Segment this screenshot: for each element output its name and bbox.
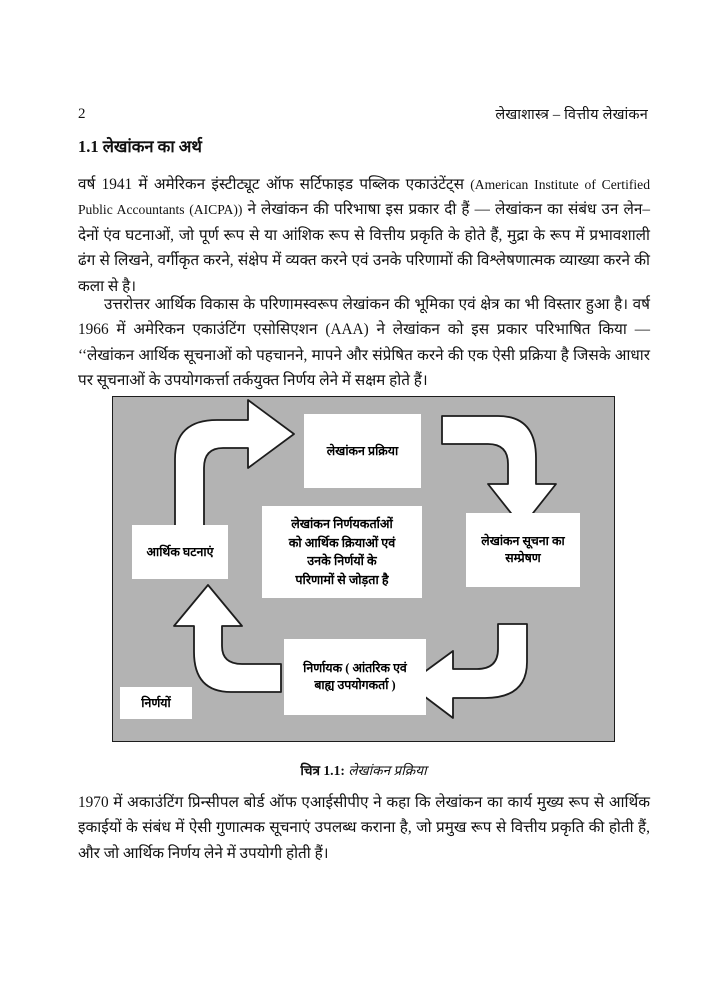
arrow-decisions-to-events-icon (174, 585, 281, 692)
figure-node-decider-line1: निर्णायक ( आंतरिक एवं (303, 661, 407, 675)
running-head-title: लेखाशास्त्र – वित्तीय लेखांकन (495, 107, 648, 123)
paragraph-definition-aicpa (78, 172, 650, 299)
figure-node-communication-line2: सम्प्रेषण (505, 551, 541, 565)
figure-node-communication-line1: लेखांकन सूचना का (481, 534, 565, 548)
figure-caption-title: लेखांकन प्रक्रिया (348, 763, 427, 778)
figure-caption-label: चित्र 1.1: (300, 763, 345, 778)
figure-node-accounting-process (304, 414, 421, 488)
paragraph-1-latin-name: (American Institute of Certified Public Accountants (AICPA)) (78, 177, 650, 218)
figure-accounting-process (112, 396, 615, 742)
figure-node-center-line4: परिणामों से जोड़ता है (295, 572, 389, 587)
figure-node-communication (466, 513, 580, 587)
figure-node-center-description (262, 506, 422, 598)
paragraph-apb-1970: 1970 में अकाउंटिंग प्रिन्सीपल बोर्ड ऑफ एआईसीपीए ने कहा कि लेखांकन का कार्य मुख्य रूप से आर्थिक इकाईयों के संबंध में ऐसी गुणात्मक सूचनाएं उपलब्ध कराना है, जो प्रमुख रूप से वित्तीय प्रकृति की होती हैं, और जो आर्थिक निर्णय लेने में उपयोगी होती हैं। (78, 794, 650, 862)
page-number: 2 (78, 106, 86, 122)
figure-node-decisions-label: निर्णयों (141, 695, 171, 710)
figure-node-center-line1: लेखांकन निर्णयकर्ताओं (291, 517, 393, 531)
figure-node-decider-line2: बाह्य उपयोगकर्ता ) (314, 678, 396, 692)
running-head (78, 104, 648, 126)
figure-node-economic-events (132, 525, 228, 579)
arrow-process-to-communication-icon (442, 416, 556, 527)
figure-node-decider (284, 639, 426, 715)
paragraph-1-segment-a: वर्ष 1941 में अमेरिकन इंस्टीट्यूट ऑफ सर्टिफाइड पब्लिक एकाउंटेंट्स (78, 176, 471, 193)
figure-node-economic-events-label: आर्थिक घटनाएं (146, 544, 214, 559)
paragraph-1-segment-b: ने लेखांकन की परिभाषा इस प्रकार दी हैं — लेखांकन का संबंध उन लेन–देनों एंव घटनाओं, जो पूर्ण रूप से या आंशिक रूप से वित्तीय प्रकृति के होते हैं, मुद्रा के रूप में प्रभावशाली ढंग से लिखने, वर्गीकृत करने, संक्षेप में व्यक्त करने एवं उनके परिणामों की विश्लेषणात्मक व्याख्या करने की कला से है। (78, 201, 651, 295)
figure-node-accounting-process-label: लेखांकन प्रक्रिया (326, 443, 399, 458)
figure-node-center-line2: को आर्थिक क्रियाओं एवं (288, 535, 396, 550)
paragraph-definition-aaa: उत्तरोत्तर आर्थिक विकास के परिणामस्वरूप लेखांकन की भूमिका एवं क्षेत्र का भी विस्तार हुआ है। वर्ष 1966 में अमेरिकन एकाउंटिंग एसोसिएशन (AAA) ने लेखांकन को इस प्रकार परिभाषित किया — ‘‘लेखांकन आर्थिक सूचनाओं को पहचानने, मापने और संप्रेषित करने की एक ऐसी प्रक्रिया है जिसके आधार पर सूचनाओं के उपयोगकर्त्ता तर्कयुक्त निर्णय लेने में सक्षम होते हैं। (78, 296, 650, 390)
figure-node-center-line3: उनके निर्णयों के (307, 554, 377, 568)
figure-node-decisions (120, 687, 192, 719)
figure-caption (112, 761, 615, 781)
section-heading: 1.1 लेखांकन का अर्थ (78, 137, 202, 156)
